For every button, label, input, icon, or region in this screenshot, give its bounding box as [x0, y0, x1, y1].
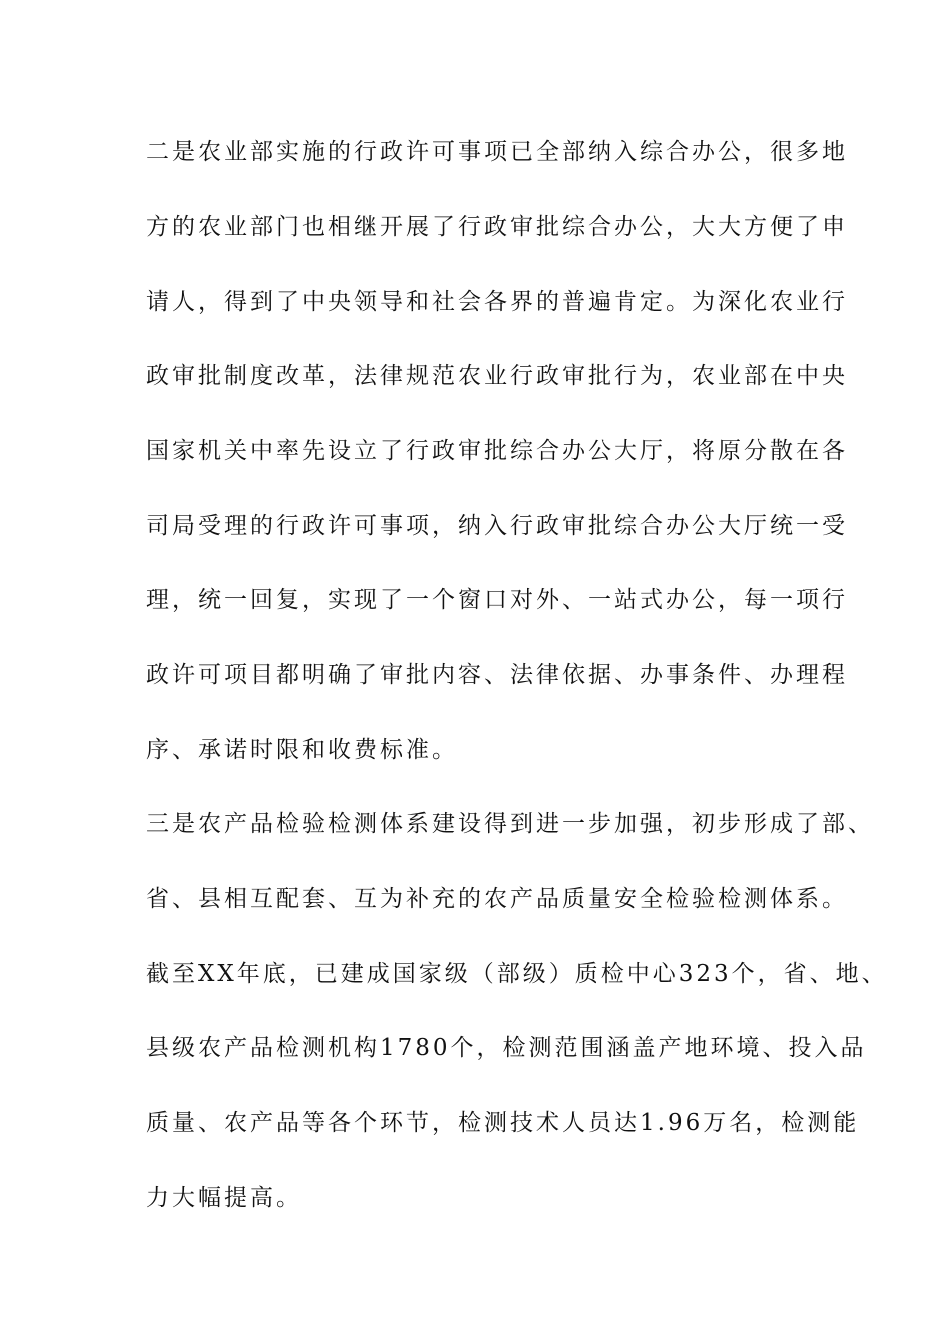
- paragraph-line: 理，统一回复，实现了一个窗口对外、一站式办公，每一项行: [146, 587, 848, 613]
- paragraph-line: 县级农产品检测机构1780个，检测范围涵盖产地环境、投入品: [146, 1035, 867, 1061]
- paragraph-line: 二是农业部实施的行政许可事项已全部纳入综合办公，很多地: [146, 139, 848, 165]
- paragraph-line: 请人，得到了中央领导和社会各界的普遍肯定。为深化农业行: [146, 289, 848, 315]
- paragraph-line: 省、县相互配套、互为补充的农产品质量安全检验检测体系。: [146, 886, 848, 912]
- paragraph-line: 截至XX年底，已建成国家级（部级）质检中心323个，省、地、: [146, 961, 888, 987]
- paragraph-line: 三是农产品检验检测体系建设得到进一步加强，初步形成了部、: [146, 811, 874, 837]
- paragraph-line: 质量、农产品等各个环节，检测技术人员达1.96万名，检测能: [146, 1110, 860, 1136]
- paragraph-line: 政审批制度改革，法律规范农业行政审批行为，农业部在中央: [146, 363, 848, 389]
- paragraph-line: 司局受理的行政许可事项，纳入行政审批综合办公大厅统一受: [146, 513, 848, 539]
- paragraph-line: 序、承诺时限和收费标准。: [146, 737, 458, 763]
- paragraph-line: 国家机关中率先设立了行政审批综合办公大厅，将原分散在各: [146, 438, 848, 464]
- paragraph-line: 方的农业部门也相继开展了行政审批综合办公，大大方便了申: [146, 214, 848, 240]
- paragraph-line: 力大幅提高。: [146, 1185, 302, 1211]
- paragraph-line: 政许可项目都明确了审批内容、法律依据、办事条件、办理程: [146, 662, 848, 688]
